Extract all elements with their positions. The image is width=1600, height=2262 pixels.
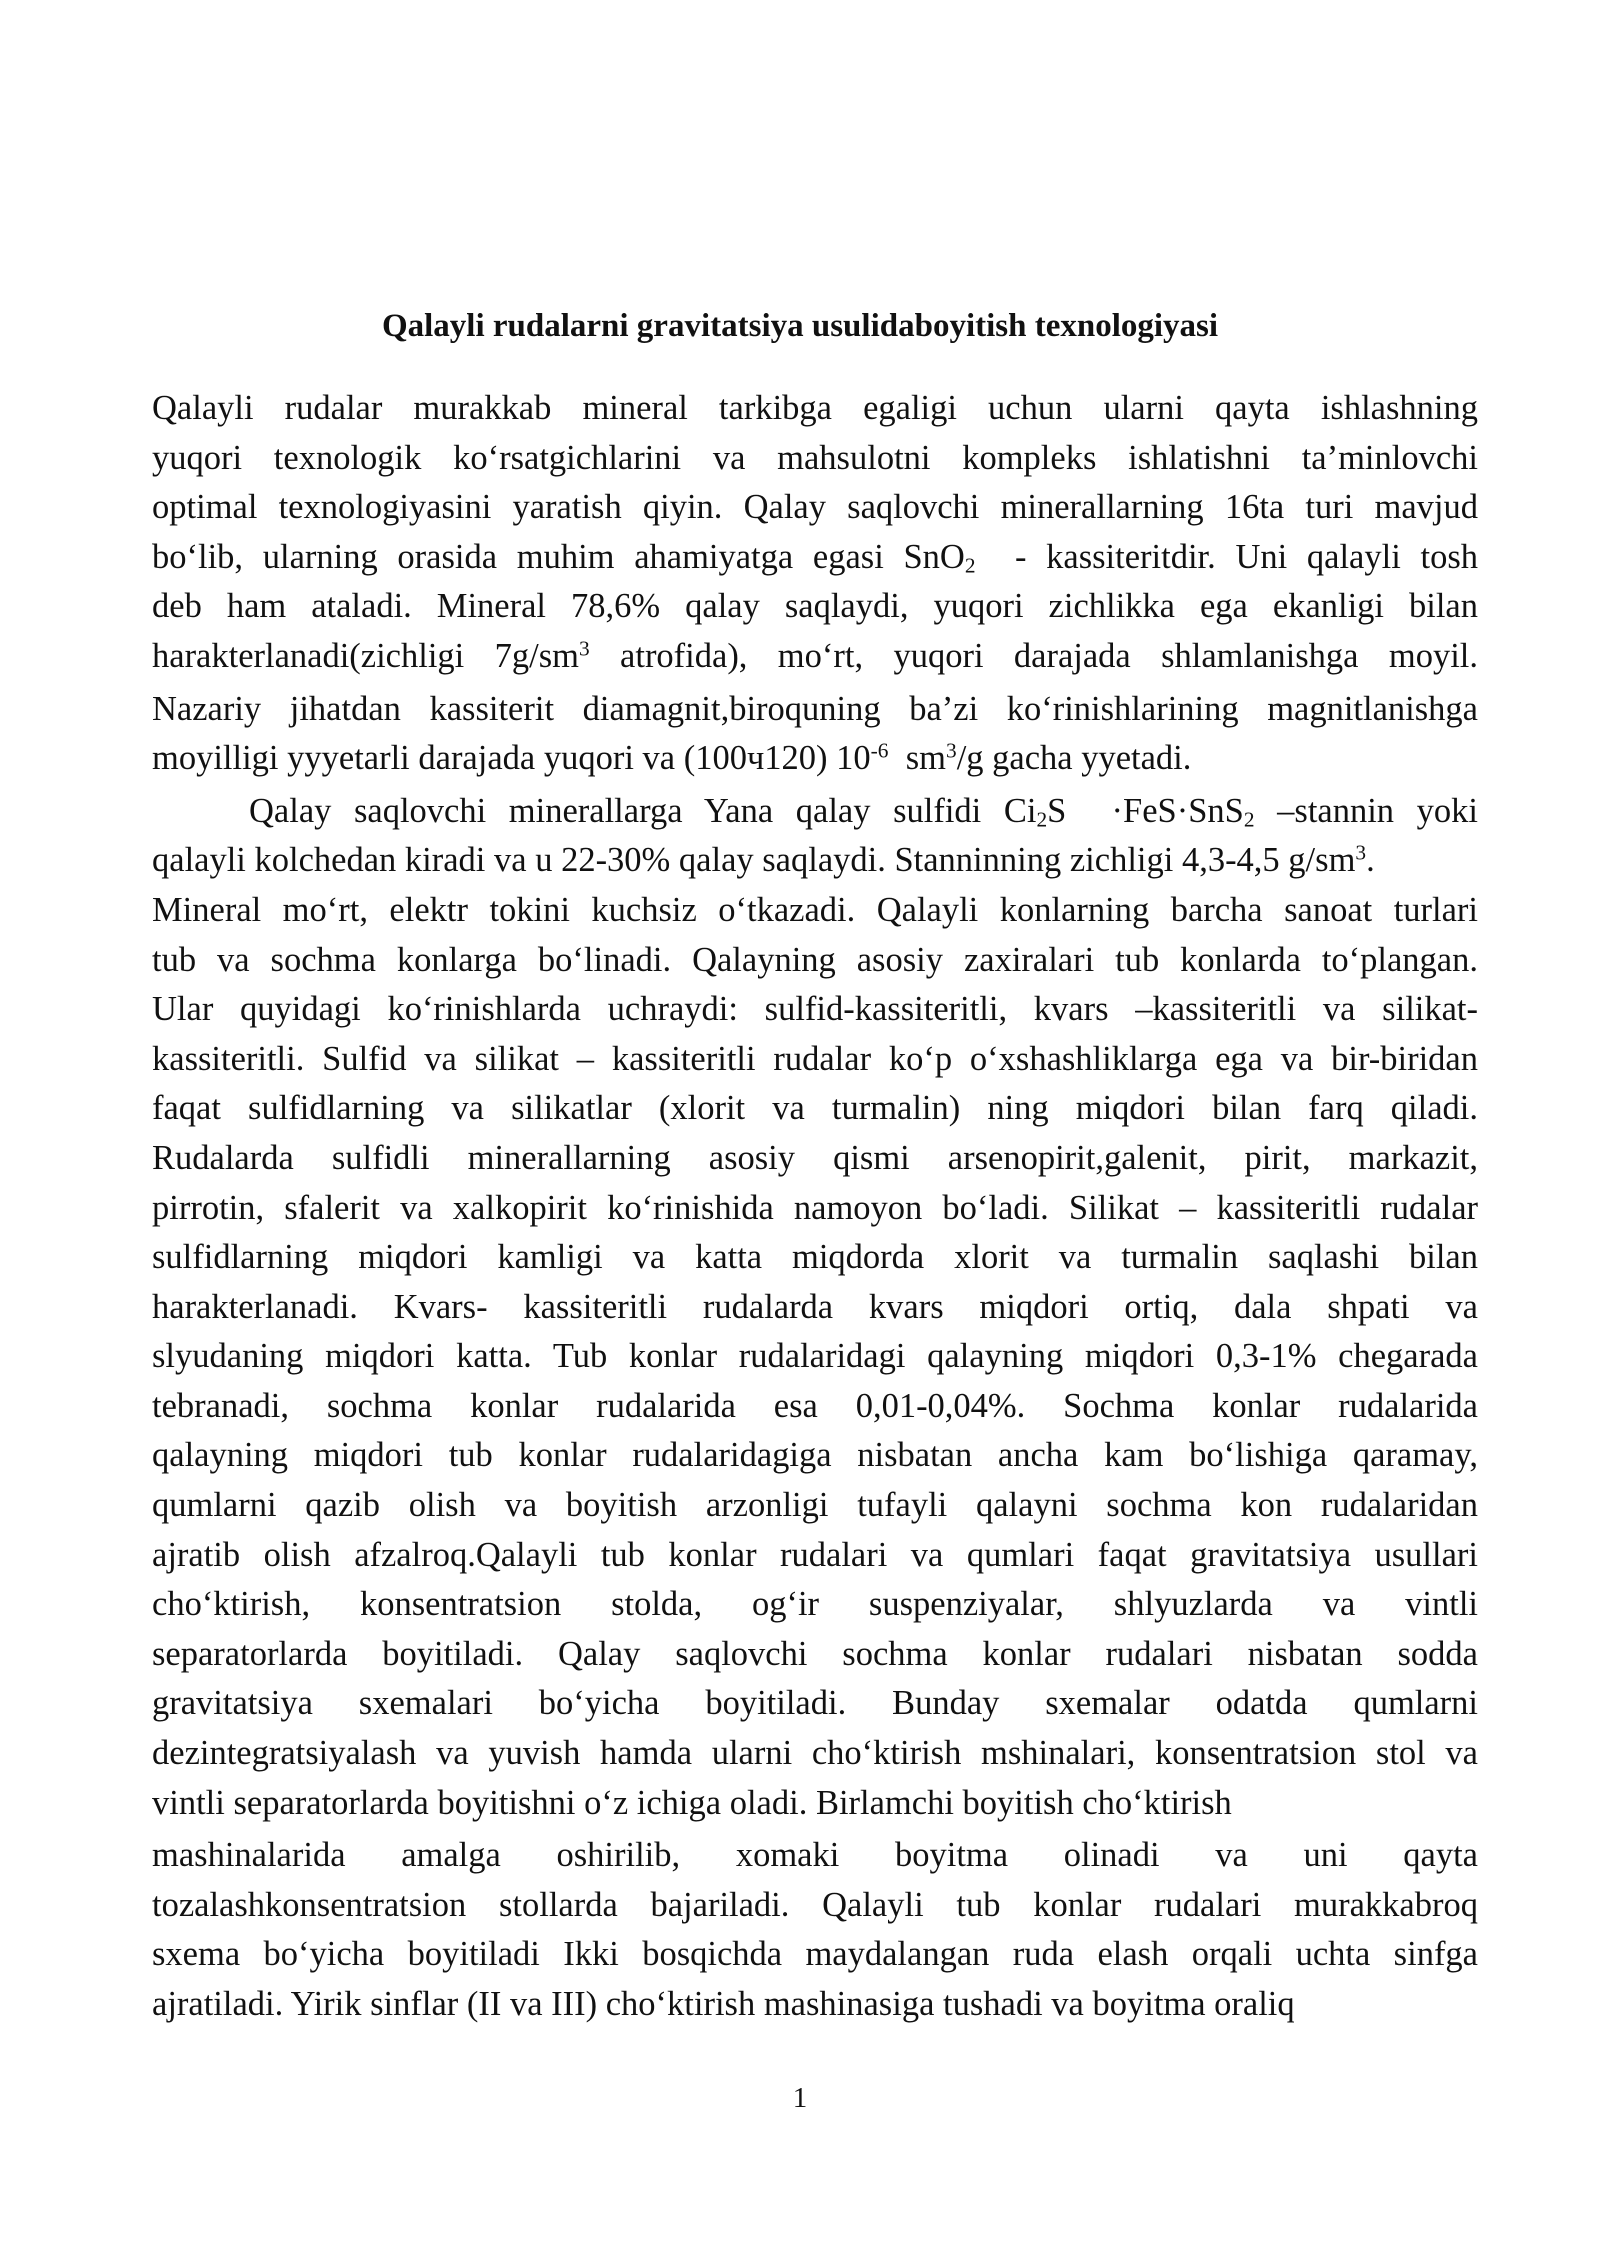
text-line: qumlarni qazib olish va boyitish arzonligi tufayli qalayni sochma kon rudalaridan [152, 1486, 1478, 1525]
text-line: cho‘ktirish, konsentratsion stolda, og‘ir suspenziyalar, shlyuzlarda va vintli [152, 1585, 1478, 1624]
text-line: tozalashkonsentratsion stollarda bajariladi. Qalayli tub konlar rudalari murakkabroq [152, 1885, 1478, 1924]
text-line: yuqori texnologik ko‘rsatgichlarini va mahsulotni kompleks ishlatishni ta’minlovchi [152, 438, 1478, 477]
page-number: 1 [792, 2082, 808, 2114]
text-line: Nazariy jihatdan kassiterit diamagnit,biroquning ba’zi ko‘rinishlarining magnitlanishga [152, 689, 1478, 728]
text-line: bo‘lib, ularning orasida muhim ahamiyatga egasi SnO$_2$ - kassiteritdir. Uni qalayli tosh [152, 537, 1478, 578]
text-line: kassiteritli. Sulfid va silikat – kassiteritli rudalar ko‘p o‘xshashliklarga ega va bir-biridan [152, 1039, 1478, 1078]
text-line: ajratib olish afzalroq.Qalayli tub konlar rudalari va qumlari faqat gravitatsiya usullari [152, 1535, 1478, 1574]
document-title: Qalayli rudalarni gravitatsiya usulidaboyitish texnologiyasi [381, 308, 1219, 344]
text-line: mashinalarida amalga oshirilib, xomaki boyitma olinadi va uni qayta [152, 1836, 1478, 1875]
text-line: Qalay saqlovchi minerallarga Yana qalay sulfidi $Ci_2S \cdot FeS\cdot SnS_2$ –stannin yoki [249, 791, 1479, 832]
text-line: Rudalarda sulfidli minerallarning asosiy qismi arsenopirit,galenit, pirit, markazit, [152, 1138, 1478, 1177]
document-body [152, 384, 1478, 2030]
text-line: pirrotin, sfalerit va xalkopirit ko‘rinishida namoyon bo‘ladi. Silikat – kassiteritli rudalar [152, 1188, 1478, 1227]
text-line: sulfidlarning miqdori kamligi va katta miqdorda xlorit va turmalin saqlashi bilan [152, 1238, 1478, 1277]
text-line: moyilligi yyyetarli darajada yuqori va (100ч120) $10^{-6}$ $sm^3/g$ gacha yyetadi. [152, 738, 1192, 778]
text-line: faqat sulfidlarning va silikatlar (xlorit va turmalin) ning miqdori bilan farq qiladi. [152, 1089, 1478, 1128]
text-line: harakterlanadi(zichligi $7g/sm^3$ atrofida), mo‘rt, yuqori darajada shlamlanishga moyil. [152, 636, 1478, 675]
text-line: ajratiladi. Yirik sinflar (II va III) cho‘ktirish mashinasiga tushadi va boyitma oraliq [152, 1985, 1295, 2023]
text-line: separatorlarda boyitiladi. Qalay saqlovchi sochma konlar rudalari nisbatan sodda [152, 1634, 1478, 1673]
text-line: slyudaning miqdori katta. Tub konlar rudalaridagi qalayning miqdori 0,3-1% chegarada [152, 1337, 1478, 1376]
text-line: deb ham ataladi. Mineral 78,6% qalay saqlaydi, yuqori zichlikka ega ekanligi bilan [152, 587, 1478, 626]
text-line: optimal texnologiyasini yaratish qiyin. Qalay saqlovchi minerallarning 16ta turi mavjud [152, 488, 1478, 527]
text-line: vintli separatorlarda boyitishni o‘z ichiga oladi. Birlamchi boyitish cho‘ktirish [152, 1783, 1232, 1822]
text-line: Qalayli rudalar murakkab mineral tarkibga egaligi uchun ularni qayta ishlashning [152, 389, 1478, 427]
text-line: qalayli kolchedan kiradi va u 22-30% qalay saqlaydi. Stanninning zichligi 4,3-4,5 $g/sm^3$. [152, 840, 1375, 880]
text-line: harakterlanadi. Kvars- kassiteritli rudalarda kvars miqdori ortiq, dala shpati va [152, 1287, 1478, 1326]
text-line: tebranadi, sochma konlar rudalarida esa 0,01-0,04%. Sochma konlar rudalarida [152, 1386, 1478, 1425]
text-line: tub va sochma konlarga bo‘linadi. Qalayning asosiy zaxiralari tub konlarda to‘plangan. [152, 940, 1478, 979]
text-line: qalayning miqdori tub konlar rudalaridagiga nisbatan ancha kam bo‘lishiga qaramay, [152, 1436, 1478, 1475]
text-line: Mineral mo‘rt, elektr tokini kuchsiz o‘tkazadi. Qalayli konlarning barcha sanoat turlari [152, 890, 1478, 929]
text-line: sxema bo‘yicha boyitiladi Ikki bosqichda maydalangan ruda elash orqali uchta sinfga [152, 1935, 1478, 1974]
text-line: gravitatsiya sxemalari bo‘yicha boyitiladi. Bunday sxemalar odatda qumlarni [152, 1684, 1478, 1723]
text-line: dezintegratsiyalash va yuvish hamda ularni cho‘ktirish mshinalari, konsentratsion stol va [152, 1734, 1478, 1773]
text-line: Ular quyidagi ko‘rinishlarda uchraydi: sulfid-kassiteritli, kvars –kassiteritli va silikat- [152, 990, 1478, 1029]
